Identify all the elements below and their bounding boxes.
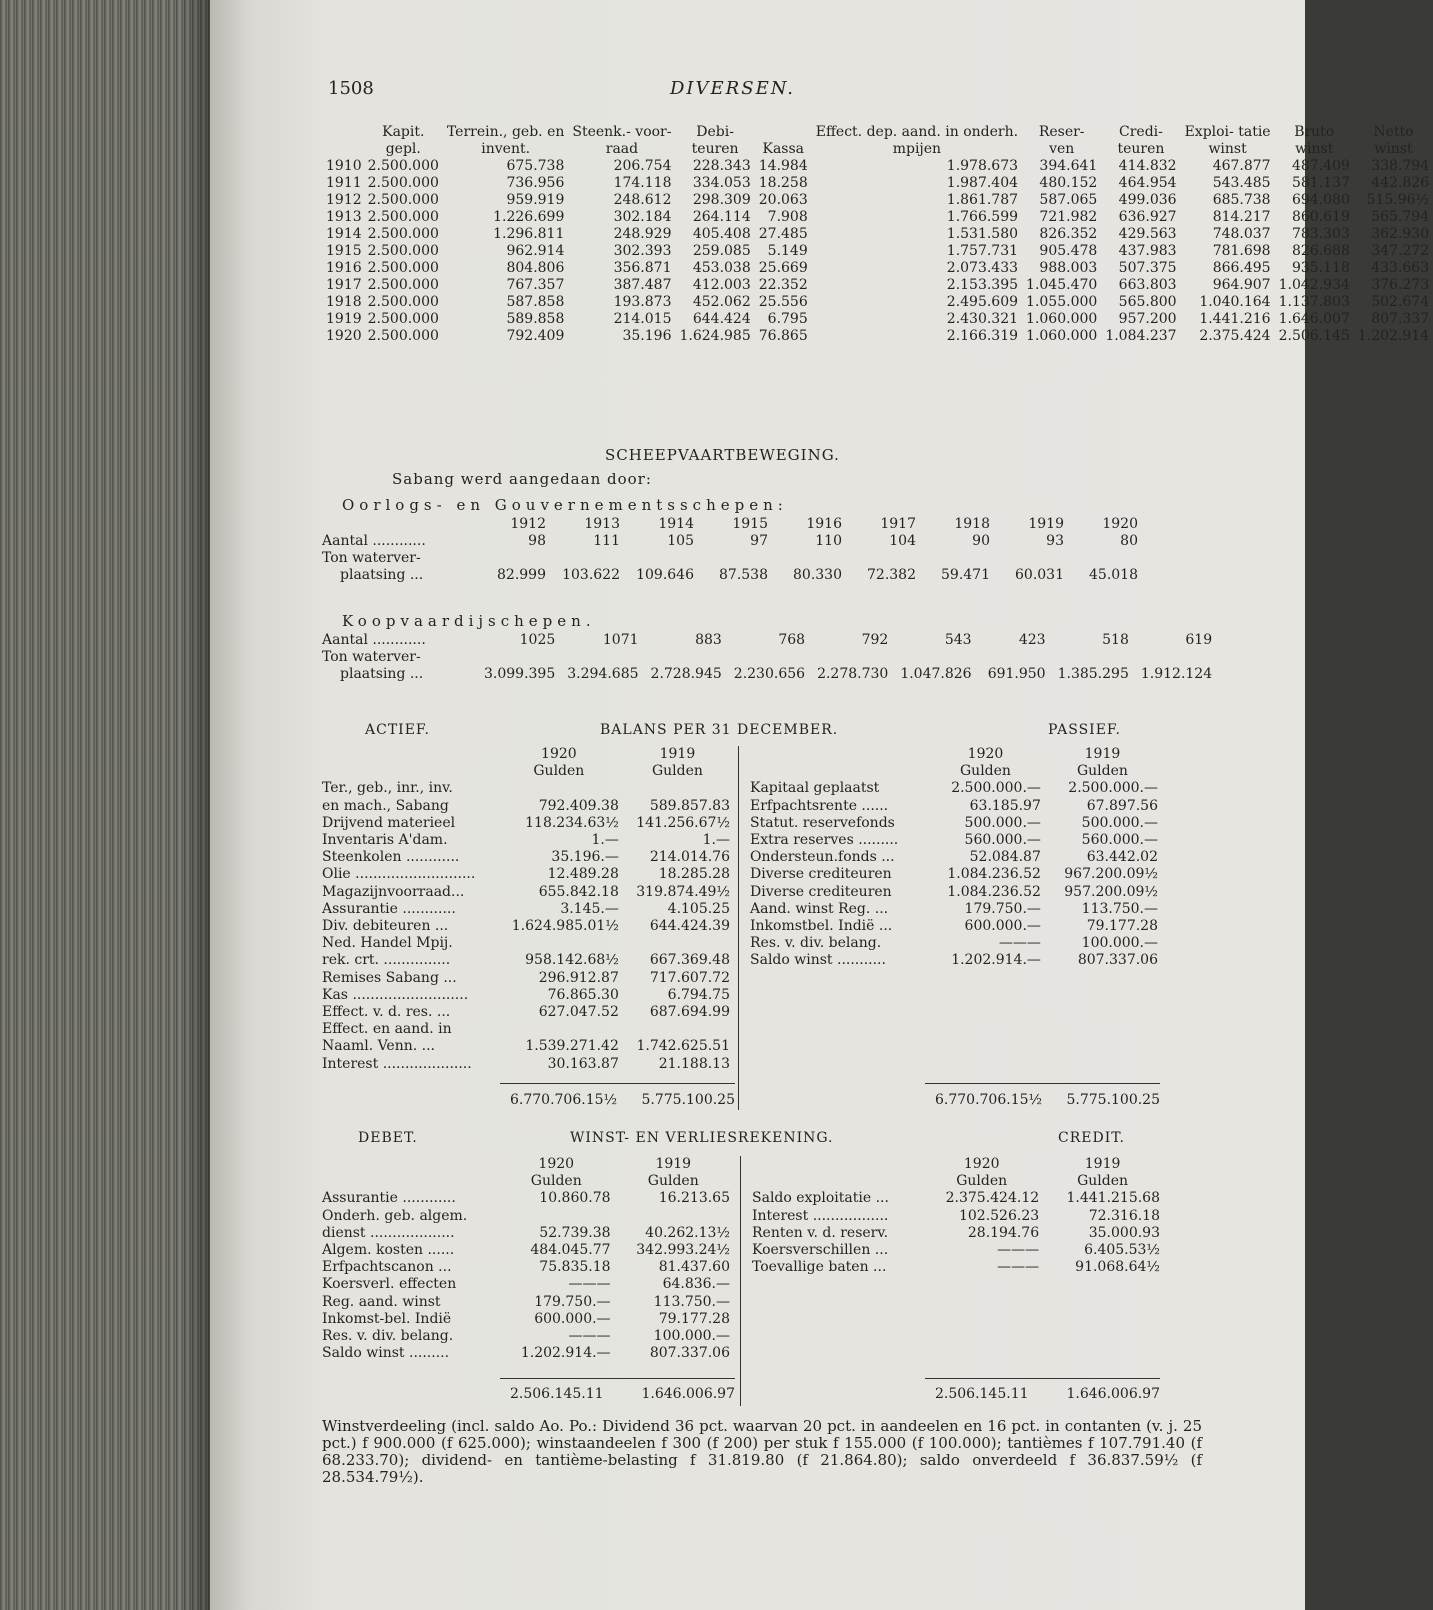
asset-row: Drijvend materieel 118.234.63½ 141.256.67½ bbox=[322, 814, 730, 831]
liability-row: Diverse crediteuren 1.084.236.52 957.200.09½ bbox=[750, 883, 1158, 900]
balance-title: BALANS PER 31 DECEMBER. bbox=[600, 722, 839, 738]
debit-row: Res. v. div. belang. ——— 100.000.— bbox=[322, 1328, 730, 1345]
merchant-count-row: Aantal ............ 1025 1071 883 768 792 543 423 518 619 bbox=[322, 632, 1213, 648]
liability-row: Ondersteun.fonds ... 52.084.87 63.442.02 bbox=[750, 849, 1158, 866]
liability-row: Inkomstbel. Indië ... 600.000.— 79.177.28 bbox=[750, 918, 1158, 935]
credit-row: Saldo exploitatie ... 2.375.424.12 1.441.215.68 bbox=[752, 1190, 1160, 1207]
liabilities-total-rule bbox=[925, 1083, 1160, 1084]
profit-distribution-note: Winstverdeeling (incl. saldo Ao. Po.: Dividend 36 pct. waarvan 20 pct. in aandeelen en 16 pct. in contanten (v. j. 25 pct.) f 900.000 (f 625.000); winstaandeelen f 300 (f 200) per stuk f 155.000 (f 100.000); tantièmes f 107.791.40 (f 68.233.70); dividend- en tantième-belasting f 31.819.80 (f 21.864.80); saldo onverdeeld f 36.837.59½ (f 28.534.79½). bbox=[322, 1417, 1202, 1486]
asset-row: Olie ........................... 12.489.28 18.285.28 bbox=[322, 866, 730, 883]
column-header: Steenk.- voor- bbox=[572, 124, 672, 140]
column-header: ven bbox=[1049, 141, 1075, 157]
credit-row: Interest ................. 102.526.23 72.316.18 bbox=[752, 1207, 1160, 1224]
pl-right-heading: CREDIT. bbox=[1058, 1130, 1125, 1146]
column-header: raad bbox=[605, 141, 639, 157]
table-row: 1912 2.500.000 959.919 248.612 298.309 20.063 1.861.787 587.065 499.036 685.738 694.080 515.96½ bbox=[326, 192, 1430, 208]
pl-divider bbox=[740, 1156, 741, 1406]
liability-row: Kapitaal geplaatst 2.500.000.— 2.500.000.— bbox=[750, 780, 1158, 797]
pl-debit: 1920 1919 Gulden Gulden Assurantie ............ 10.860.78 16.213.65 Onderh. geb. algem. dienst ................... 52.739.38 40.262.13½ Algem. kosten ...... 484.045.77 342.993.24½ Erfpachtscanon ... 75.835.18 81.437.60 Koersverl. effecten ——— 64.836.— Reg. aand. winst 179.750.— 113.750.— Inkomst-bel. Indië 600.000.— 79.177.28 Res. v. div. belang. ——— 100.000.— Saldo winst ......... 1.202.914.— 807.337.06 bbox=[322, 1156, 730, 1362]
column-header: Debi- bbox=[696, 124, 734, 140]
column-header: Reser- bbox=[1038, 124, 1085, 140]
balance-right-heading: PASSIEF. bbox=[1048, 722, 1121, 738]
year-cell: 1919 bbox=[1028, 516, 1064, 532]
year-cell: 1916 bbox=[806, 516, 842, 532]
balance-liabilities: 1920 1919 Gulden Gulden Kapitaal geplaatst 2.500.000.— 2.500.000.— Erfpachtsrente ...... 63.185.97 67.897.56 Statut. reservefonds 500.000.— 500.000.— Extra reserves ......... 560.000.— 560.000.— Ondersteun.fonds ... 52.084.87 63.442.02 Diverse crediteuren 1.084.236.52 967.200.09½ Diverse crediteuren 1.084.236.52 957.200.09½ Aand. winst Reg. ... 179.750.— 113.750.— Inkomstbel. Indië ... 600.000.— 79.177.28 Res. v. div. belang. ——— 100.000.— Saldo winst ........... 1.202.914.— 807.337.06 bbox=[750, 746, 1158, 969]
balance-divider bbox=[738, 746, 739, 1110]
column-header: Bruto bbox=[1294, 124, 1335, 140]
column-header: teuren bbox=[691, 141, 739, 157]
year-cell: 1918 bbox=[954, 516, 990, 532]
table-row: 1913 2.500.000 1.226.699 302.184 264.114 7.908 1.766.599 721.982 636.927 814.217 860.619 565.794 bbox=[326, 209, 1430, 225]
asset-row: Naaml. Venn. ... 1.539.271.42 1.742.625.51 bbox=[322, 1038, 730, 1055]
asset-row: Assurantie ............ 3.145.— 4.105.25 bbox=[322, 900, 730, 917]
liability-row: Aand. winst Reg. ... 179.750.— 113.750.— bbox=[750, 900, 1158, 917]
table-row: 1919 2.500.000 589.858 214.015 644.424 6.795 2.430.321 1.060.000 957.200 1.441.216 1.646.007 807.337 bbox=[326, 311, 1430, 327]
debit-row: Inkomst-bel. Indië 600.000.— 79.177.28 bbox=[322, 1310, 730, 1327]
year-cell: 1912 bbox=[510, 516, 546, 532]
asset-row: Steenkolen ............ 35.196.— 214.014.76 bbox=[322, 849, 730, 866]
assets-total: 6.770.706.15½ 5.775.100.25 bbox=[510, 1092, 735, 1108]
table-row: 1918 2.500.000 587.858 193.873 452.062 25.556 2.495.609 1.055.000 565.800 1.040.164 1.137.803 502.674 bbox=[326, 294, 1430, 310]
pl-left-heading: DEBET. bbox=[358, 1130, 418, 1146]
credit-row: Toevallige baten ... ——— 91.068.64½ bbox=[752, 1259, 1160, 1276]
table-row: 1914 2.500.000 1.296.811 248.929 405.408 27.485 1.531.580 826.352 429.563 748.037 783.303 362.930 bbox=[326, 226, 1430, 242]
year-cell: 1920 bbox=[1102, 516, 1138, 532]
column-header: Exploi- tatie bbox=[1184, 124, 1271, 140]
debit-total: 2.506.145.11 1.646.006.97 bbox=[510, 1386, 735, 1402]
page-number: 1508 bbox=[328, 78, 374, 99]
debit-row: Reg. aand. winst 179.750.— 113.750.— bbox=[322, 1293, 730, 1310]
table-row: 1916 2.500.000 804.806 356.871 453.038 25.669 2.073.433 988.003 507.375 866.495 935.118 433.663 bbox=[326, 260, 1430, 276]
debit-row: Assurantie ............ 10.860.78 16.213.65 bbox=[322, 1190, 730, 1207]
debit-row: Koersverl. effecten ——— 64.836.— bbox=[322, 1276, 730, 1293]
column-header: winst bbox=[1295, 141, 1334, 157]
merchant-tonnage-row: plaatsing ... 3.099.395 3.294.685 2.728.945 2.230.656 2.278.730 1.047.826 691.950 1.385.295 1.912.124 bbox=[340, 666, 1213, 682]
pl-title: WINST- EN VERLIESREKENING. bbox=[570, 1130, 834, 1146]
asset-row: Remises Sabang ... 296.912.87 717.607.72 bbox=[322, 969, 730, 986]
column-header bbox=[755, 124, 812, 141]
debit-row: Erfpachtscanon ... 75.835.18 81.437.60 bbox=[322, 1259, 730, 1276]
liability-row: Statut. reservefonds 500.000.— 500.000.— bbox=[750, 814, 1158, 831]
credit-total: 2.506.145.11 1.646.006.97 bbox=[935, 1386, 1160, 1402]
merchant-heading: Koopvaardijschepen. bbox=[342, 612, 596, 630]
asset-row: Ned. Handel Mpij. bbox=[322, 935, 453, 952]
pl-credit: 1920 1919 Gulden Gulden Saldo exploitatie ... 2.375.424.12 1.441.215.68 Interest ................. 102.526.23 72.316.18 Renten v. d. reserv. 28.194.76 35.000.93 Koersverschillen ... ——— 6.405.53½ Toevallige baten ... ——— 91.068.64½ bbox=[752, 1156, 1160, 1276]
debit-total-rule bbox=[500, 1378, 735, 1379]
column-header bbox=[322, 141, 364, 158]
year-cell: 1913 bbox=[584, 516, 620, 532]
debit-row: dienst ................... 52.739.38 40.262.13½ bbox=[322, 1224, 730, 1241]
asset-row: en mach., Sabang 792.409.38 589.857.83 bbox=[322, 797, 730, 814]
navy-tonnage-row: plaatsing ... 82.999 103.622 109.646 87.538 80.330 72.382 59.471 60.031 45.018 bbox=[340, 567, 1138, 583]
navy-table: 1912 1913 1914 1915 1916 1917 1918 1919 1920 Aantal ............ 98 111 105 97 110 104 90 93 80 Ton waterver- plaatsing ... 82.999 103.622 109.646 87.538 80.330 72.382 59.471 60.031 45.018 bbox=[322, 516, 1144, 584]
column-header: Credi- bbox=[1119, 124, 1163, 140]
debit-row: Saldo winst ......... 1.202.914.— 807.337.06 bbox=[322, 1345, 730, 1362]
navy-count-row: Aantal ............ 98 111 105 97 110 104 90 93 80 bbox=[322, 533, 1138, 549]
column-header: Effect. dep. aand. in onderh. bbox=[815, 124, 1019, 140]
column-header: invent. bbox=[481, 141, 531, 157]
debit-row: Algem. kosten ...... 484.045.77 342.993.24½ bbox=[322, 1242, 730, 1259]
column-header: Netto bbox=[1373, 124, 1414, 140]
column-header: winst bbox=[1208, 141, 1247, 157]
table-row: 1920 2.500.000 792.409 35.196 1.624.985 76.865 2.166.319 1.060.000 1.084.237 2.375.424 2.506.145 1.202.914 bbox=[326, 328, 1430, 344]
column-header: Kassa bbox=[762, 141, 805, 157]
liability-row: Res. v. div. belang. ——— 100.000.— bbox=[750, 935, 1158, 952]
liabilities-total: 6.770.706.15½ 5.775.100.25 bbox=[935, 1092, 1160, 1108]
table-row: 1917 2.500.000 767.357 387.487 412.003 22.352 2.153.395 1.045.470 663.803 964.907 1.042.934 376.273 bbox=[326, 277, 1430, 293]
asset-row: Inventaris A'dam. 1.— 1.— bbox=[322, 832, 730, 849]
balance-left-heading: ACTIEF. bbox=[365, 722, 430, 738]
navy-years-row bbox=[322, 516, 1144, 533]
column-header: teuren bbox=[1117, 141, 1165, 157]
credit-total-rule bbox=[925, 1378, 1160, 1379]
debit-row: Onderh. geb. algem. bbox=[322, 1207, 468, 1224]
financial-table bbox=[322, 124, 1433, 345]
column-header: gepl. bbox=[385, 141, 421, 157]
liability-row: Erfpachtsrente ...... 63.185.97 67.897.56 bbox=[750, 797, 1158, 814]
balance-assets: 1920 1919 Gulden Gulden Ter., geb., inr., inv. en mach., Sabang 792.409.38 589.857.83 Drijvend materieel 118.234.63½ 141.256.67½ Inventaris A'dam. 1.— 1.— Steenkolen ............ 35.196.— 214.014.76 Olie ........................... 12.489.28 18.285.28 Magazijnvoorraad... 655.842.18 319.874.49½ Assurantie ............ 3.145.— 4.105.25 Div. debiteuren ... 1.624.985.01½ 644.424.39 Ned. Handel Mpij. rek. crt. ............... 958.142.68½ 667.369.48 Remises Sabang ... 296.912.87 717.607.72 Kas .......................... 76.865.30 6.794.75 Effect. v. d. res. ... 627.047.52 687.694.99 Effect. en aand. in Naaml. Venn. ... 1.539.271.42 1.742.625.51 Interest .................... 30.163.87 21.188.13 bbox=[322, 746, 730, 1072]
liability-row: Diverse crediteuren 1.084.236.52 967.200.09½ bbox=[750, 866, 1158, 883]
asset-row: Div. debiteuren ... 1.624.985.01½ 644.424.39 bbox=[322, 918, 730, 935]
credit-row: Renten v. d. reserv. 28.194.76 35.000.93 bbox=[752, 1224, 1160, 1241]
merchant-table: Aantal ............ 1025 1071 883 768 792 543 423 518 619 Ton waterver- plaatsing ... 3.099.395 3.294.685 2.728.945 2.230.656 2.278.730 1.047.826 691.950 1.385.295 1.912.124 bbox=[322, 632, 1218, 683]
column-header: mpijen bbox=[892, 141, 942, 157]
shipping-title: SCHEEPVAARTBEWEGING. bbox=[605, 446, 840, 464]
table-row: 1911 2.500.000 736.956 174.118 334.053 18.258 1.987.404 480.152 464.954 543.485 581.137 442.826 bbox=[326, 175, 1430, 191]
table-row: 1915 2.500.000 962.914 302.393 259.085 5.149 1.757.731 905.478 437.983 781.698 826.688 347.272 bbox=[326, 243, 1430, 259]
liability-row: Extra reserves ......... 560.000.— 560.000.— bbox=[750, 832, 1158, 849]
asset-row: Effect. en aand. in bbox=[322, 1021, 452, 1038]
year-cell: 1914 bbox=[658, 516, 694, 532]
column-header: Terrein., geb. en bbox=[446, 124, 565, 140]
asset-row: Kas .......................... 76.865.30 6.794.75 bbox=[322, 986, 730, 1003]
shipping-intro: Sabang werd aangedaan door: bbox=[392, 470, 652, 488]
year-cell: 1917 bbox=[880, 516, 916, 532]
column-header: winst bbox=[1374, 141, 1413, 157]
book-page-edges bbox=[0, 0, 210, 1610]
table-row: 1910 2.500.000 675.738 206.754 228.343 14.984 1.978.673 394.641 414.832 467.877 487.409 338.794 bbox=[326, 158, 1430, 174]
asset-row: Interest .................... 30.163.87 21.188.13 bbox=[322, 1055, 730, 1072]
column-header bbox=[322, 124, 364, 141]
asset-row: Ter., geb., inr., inv. bbox=[322, 780, 453, 797]
credit-row: Koersverschillen ... ——— 6.405.53½ bbox=[752, 1242, 1160, 1259]
assets-total-rule bbox=[500, 1083, 735, 1084]
asset-row: Effect. v. d. res. ... 627.047.52 687.694.99 bbox=[322, 1004, 730, 1021]
asset-row: rek. crt. ............... 958.142.68½ 667.369.48 bbox=[322, 952, 730, 969]
navy-heading: Oorlogs- en Gouvernementsschepen: bbox=[342, 496, 788, 514]
liability-row: Saldo winst ........... 1.202.914.— 807.337.06 bbox=[750, 952, 1158, 969]
document-page bbox=[210, 0, 1430, 1610]
year-cell: 1915 bbox=[732, 516, 768, 532]
asset-row: Magazijnvoorraad... 655.842.18 319.874.49½ bbox=[322, 883, 730, 900]
running-title: DIVERSEN. bbox=[670, 78, 796, 99]
column-header: Kapit. bbox=[382, 124, 425, 140]
